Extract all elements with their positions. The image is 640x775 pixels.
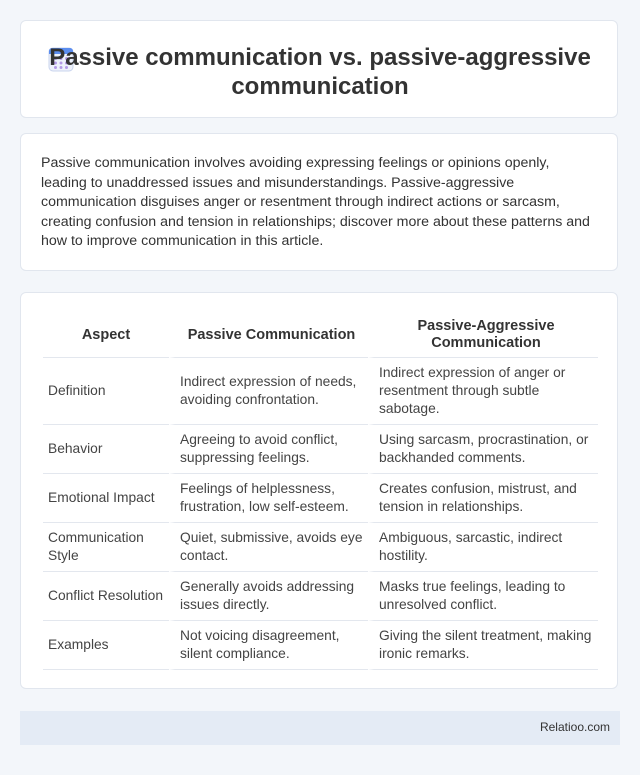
passive-cell: Not voicing disagreement, silent compliance. [169, 621, 368, 670]
passive-aggressive-cell: Masks true feelings, leading to unresolved conflict. [368, 572, 598, 621]
header-passive: Passive Communication [169, 313, 368, 358]
passive-cell: Feelings of helplessness, frustration, low self-esteem. [169, 474, 368, 523]
passive-aggressive-cell: Giving the silent treatment, making ironic remarks. [368, 621, 598, 670]
passive-aggressive-cell: Ambiguous, sarcastic, indirect hostility. [368, 523, 598, 572]
passive-aggressive-cell: Creates confusion, mistrust, and tension in relationships. [368, 474, 598, 523]
page-title: Passive communication vs. passive-aggressive communication [49, 44, 591, 100]
intro-card [20, 133, 618, 271]
table-row [43, 621, 598, 670]
table-row [43, 358, 598, 425]
table-row [43, 425, 598, 474]
aspect-cell: Communication Style [43, 523, 169, 572]
table-row [43, 474, 598, 523]
aspect-cell: Emotional Impact [43, 474, 169, 523]
passive-cell: Agreeing to avoid conflict, suppressing feelings. [169, 425, 368, 474]
title-card [20, 20, 618, 118]
passive-cell: Generally avoids addressing issues directly. [169, 572, 368, 621]
intro-paragraph: Passive communication involves avoiding expressing feelings or opinions openly, leading to unaddressed issues and misunderstandings. Passive-aggressive communication disguises anger or resentment through indirect actions or sarcasm, creating confusion and tension in relationships; discover more about these patterns and how to improve communication in this article. [41, 155, 590, 250]
header-passive-aggressive: Passive-Aggressive Communication [368, 313, 598, 358]
table-row [43, 572, 598, 621]
footer-bar [20, 711, 620, 745]
table-row [43, 523, 598, 572]
header-aspect: Aspect [43, 313, 169, 358]
comparison-card [20, 292, 618, 689]
aspect-cell: Conflict Resolution [43, 572, 169, 621]
aspect-cell: Definition [43, 358, 169, 425]
footer-brand-link[interactable]: Relatioo.com [539, 720, 610, 734]
aspect-cell: Examples [43, 621, 169, 670]
aspect-cell: Behavior [43, 425, 169, 474]
passive-cell: Indirect expression of needs, avoiding confrontation. [169, 358, 368, 425]
passive-aggressive-cell: Indirect expression of anger or resentment through subtle sabotage. [368, 358, 598, 425]
passive-aggressive-cell: Using sarcasm, procrastination, or backhanded comments. [368, 425, 598, 474]
passive-cell: Quiet, submissive, avoids eye contact. [169, 523, 368, 572]
comparison-table [43, 313, 598, 670]
table-header-row [43, 313, 598, 358]
